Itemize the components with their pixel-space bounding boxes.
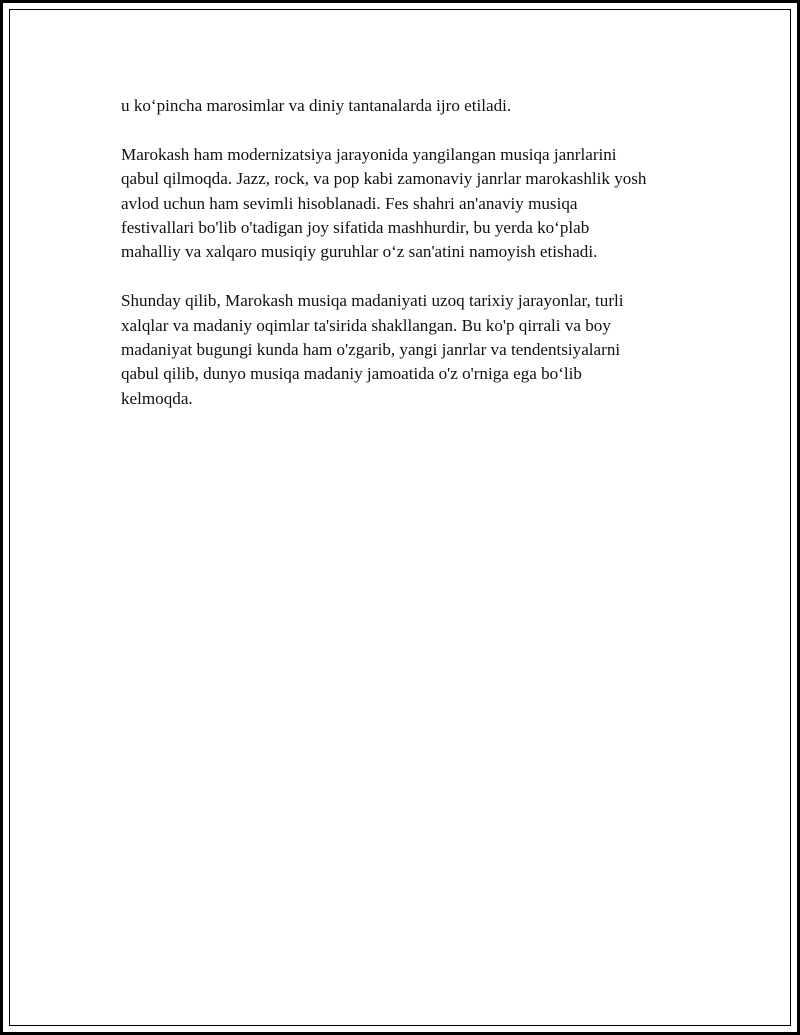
paragraph-3 bbox=[121, 289, 701, 411]
paragraph-line: Marokash ham modernizatsiya jarayonida yangilangan musiqa janrlarini bbox=[121, 144, 617, 164]
document-body bbox=[121, 94, 701, 436]
paragraph-line: festivallari bo'lib o'tadigan joy sifatida mashhurdir, bu yerda ko‘plab bbox=[121, 218, 590, 238]
paragraph-line: xalqlar va madaniy oqimlar ta'sirida shakllangan. Bu ko'p qirrali va boy bbox=[121, 315, 611, 335]
paragraph-2 bbox=[121, 143, 701, 265]
paragraph-line: u ko‘pincha marosimlar va diniy tantanalarda ijro etiladi. bbox=[121, 96, 512, 115]
paragraph-line: madaniyat bugungi kunda ham o'zgarib, yangi janrlar va tendentsiyalarni bbox=[121, 340, 621, 360]
paragraph-line: Shunday qilib, Marokash musiqa madaniyati uzoq tarixiy jarayonlar, turli bbox=[121, 291, 624, 311]
paragraph-line: kelmoqda. bbox=[121, 388, 193, 408]
paragraph-line: avlod uchun ham sevimli hisoblanadi. Fes shahri an'anaviy musiqa bbox=[121, 193, 578, 213]
paragraph-line: qabul qilib, dunyo musiqa madaniy jamoatida o'z o'rniga ega bo‘lib bbox=[121, 364, 582, 384]
paragraph-line: qabul qilmoqda. Jazz, rock, va pop kabi zamonaviy janrlar marokashlik yosh bbox=[121, 169, 647, 189]
paragraph-1 bbox=[121, 94, 701, 118]
paragraph-line: mahalliy va xalqaro musiqiy guruhlar o‘z san'atini namoyish etishadi. bbox=[121, 242, 598, 262]
